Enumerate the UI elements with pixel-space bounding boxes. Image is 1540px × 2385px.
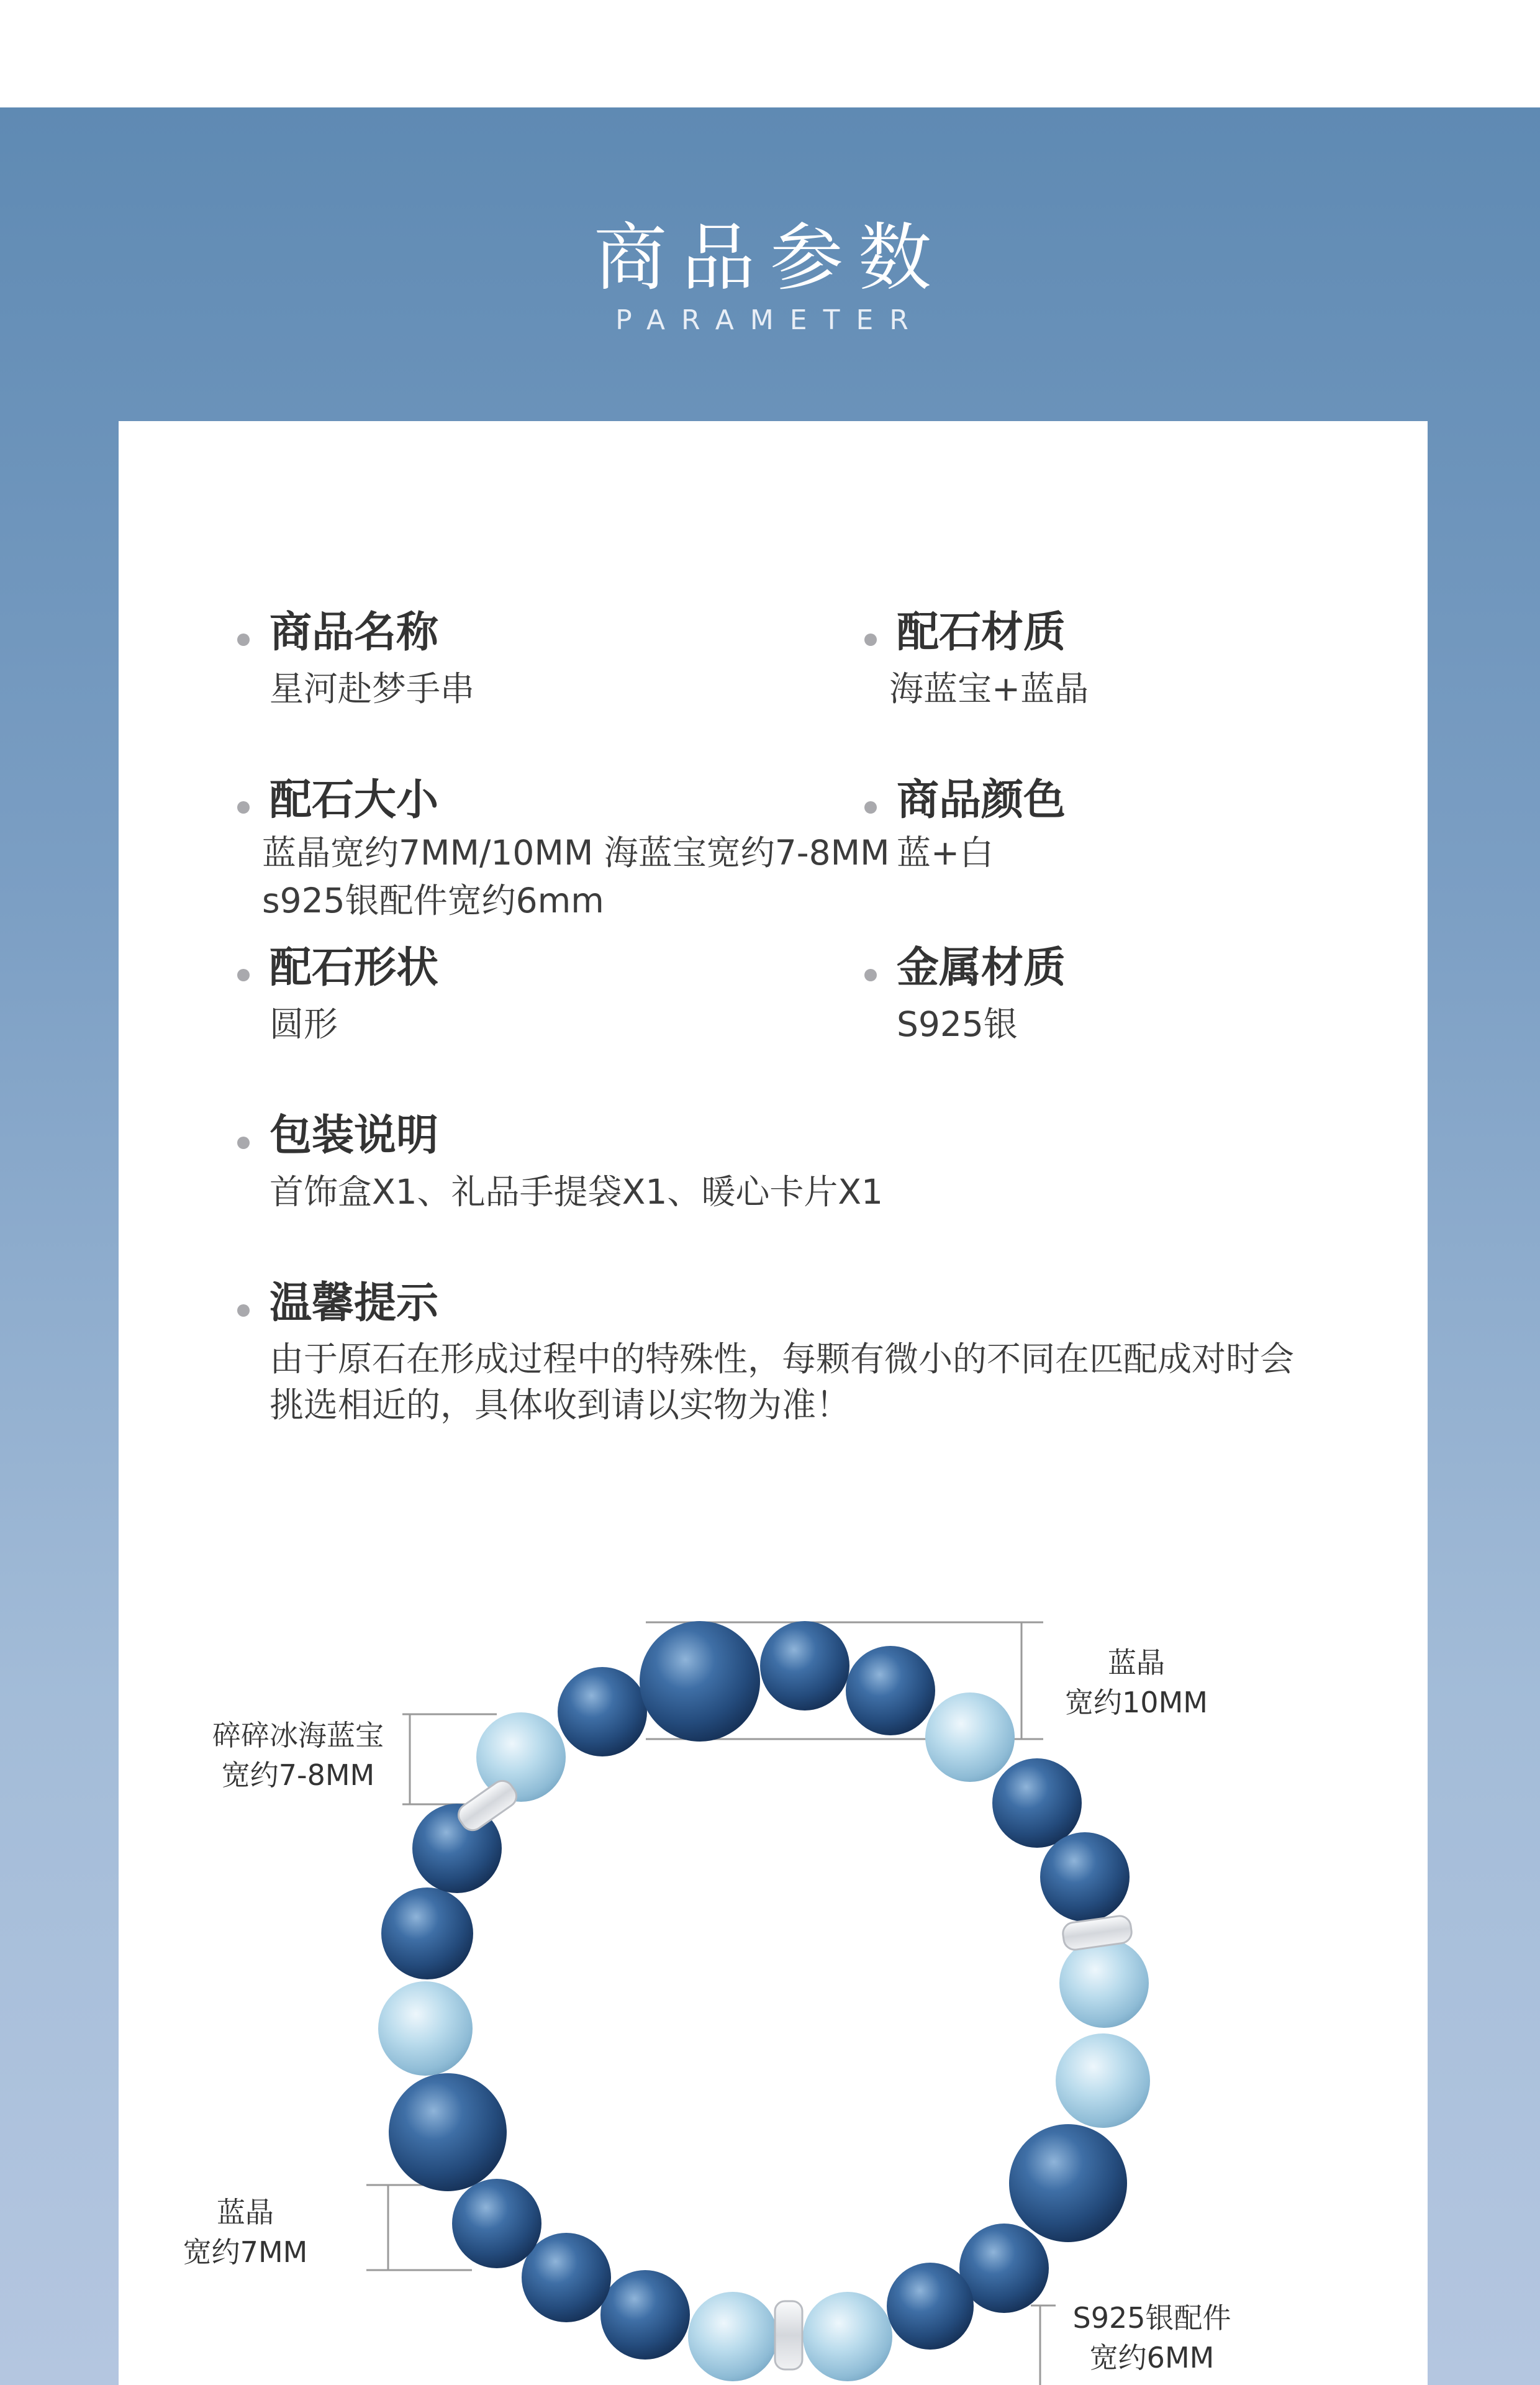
param-value: S925银 (897, 1004, 1018, 1044)
param-label: 金属材质 (864, 945, 1066, 992)
kyanite-bead-large (1009, 2124, 1127, 2242)
annotation-line1: 蓝晶 (1108, 1646, 1165, 1679)
aquamarine-bead (925, 1692, 1015, 1782)
aquamarine-bead (1059, 1938, 1149, 2028)
annotation-line2: 宽约7MM (183, 2235, 308, 2269)
kyanite-bead (558, 1667, 647, 1756)
kyanite-bead (452, 2179, 541, 2268)
param-label: 包装说明 (237, 1113, 883, 1160)
aquamarine-bead (1056, 2033, 1150, 2128)
param-value: 海蓝宝+蓝晶 (889, 668, 1089, 709)
kyanite-bead (992, 1758, 1082, 1848)
param-label: 配石大小 (237, 778, 890, 824)
kyanite-bead (887, 2263, 974, 2350)
section-subtitle: PARAMETER (615, 304, 925, 336)
aquamarine-bead (688, 2292, 777, 2381)
param-label: 商品名称 (237, 610, 474, 656)
annotation-line1: 蓝晶 (217, 2196, 274, 2229)
kyanite-bead (760, 1621, 849, 1710)
annotation-kyanite-10mm (1056, 1643, 1217, 1723)
annotation-line1: 碎碎冰海蓝宝 (212, 1719, 384, 1752)
param-value: 圆形 (270, 1004, 338, 1044)
kyanite-bead (846, 1646, 935, 1735)
param-value-line2: s925银配件宽约6mm (262, 880, 604, 920)
beads (378, 1621, 1150, 2381)
aquamarine-bead (378, 1981, 473, 2076)
param-label: 温馨提示 (237, 1281, 1325, 1327)
param-label: 配石形状 (237, 945, 438, 992)
kyanite-bead (381, 1888, 473, 1979)
kyanite-bead (600, 2270, 690, 2360)
param-value-line1: 蓝晶宽约7MM/10MM 海蓝宝宽约7-8MM (262, 832, 890, 873)
annotation-line2: 宽约10MM (1065, 1686, 1208, 1720)
annotation-line1: S925银配件 (1072, 2301, 1231, 2335)
annotation-silver (1059, 2298, 1245, 2378)
param-value: 星河赴梦手串 (270, 668, 475, 709)
param-value: 首饰盒X1、礼品手提袋X1、暖心卡片X1 (270, 1171, 884, 1212)
kyanite-bead-large (389, 2073, 507, 2191)
param-value: 由于原石在形成过程中的特殊性，每颗有微小的不同在匹配成对时会挑选相近的，具体收到请以实物为准！ (270, 1338, 1295, 1425)
param-label: 商品颜色 (864, 778, 1066, 824)
kyanite-bead (1040, 1832, 1130, 1922)
aquamarine-bead (803, 2292, 892, 2381)
annotation-kyanite-7mm (168, 2192, 323, 2273)
kyanite-bead-large (640, 1621, 760, 1742)
annotation-aquamarine (199, 1715, 397, 1796)
silver-spacer (775, 2301, 802, 2369)
param-value: 蓝+白 (897, 832, 994, 873)
annotation-line2: 宽约6MM (1089, 2341, 1215, 2375)
annotation-line2: 宽约7-8MM (221, 1758, 375, 1792)
section-title: 商品参数 (593, 215, 946, 301)
param-label: 配石材质 (864, 610, 1089, 656)
